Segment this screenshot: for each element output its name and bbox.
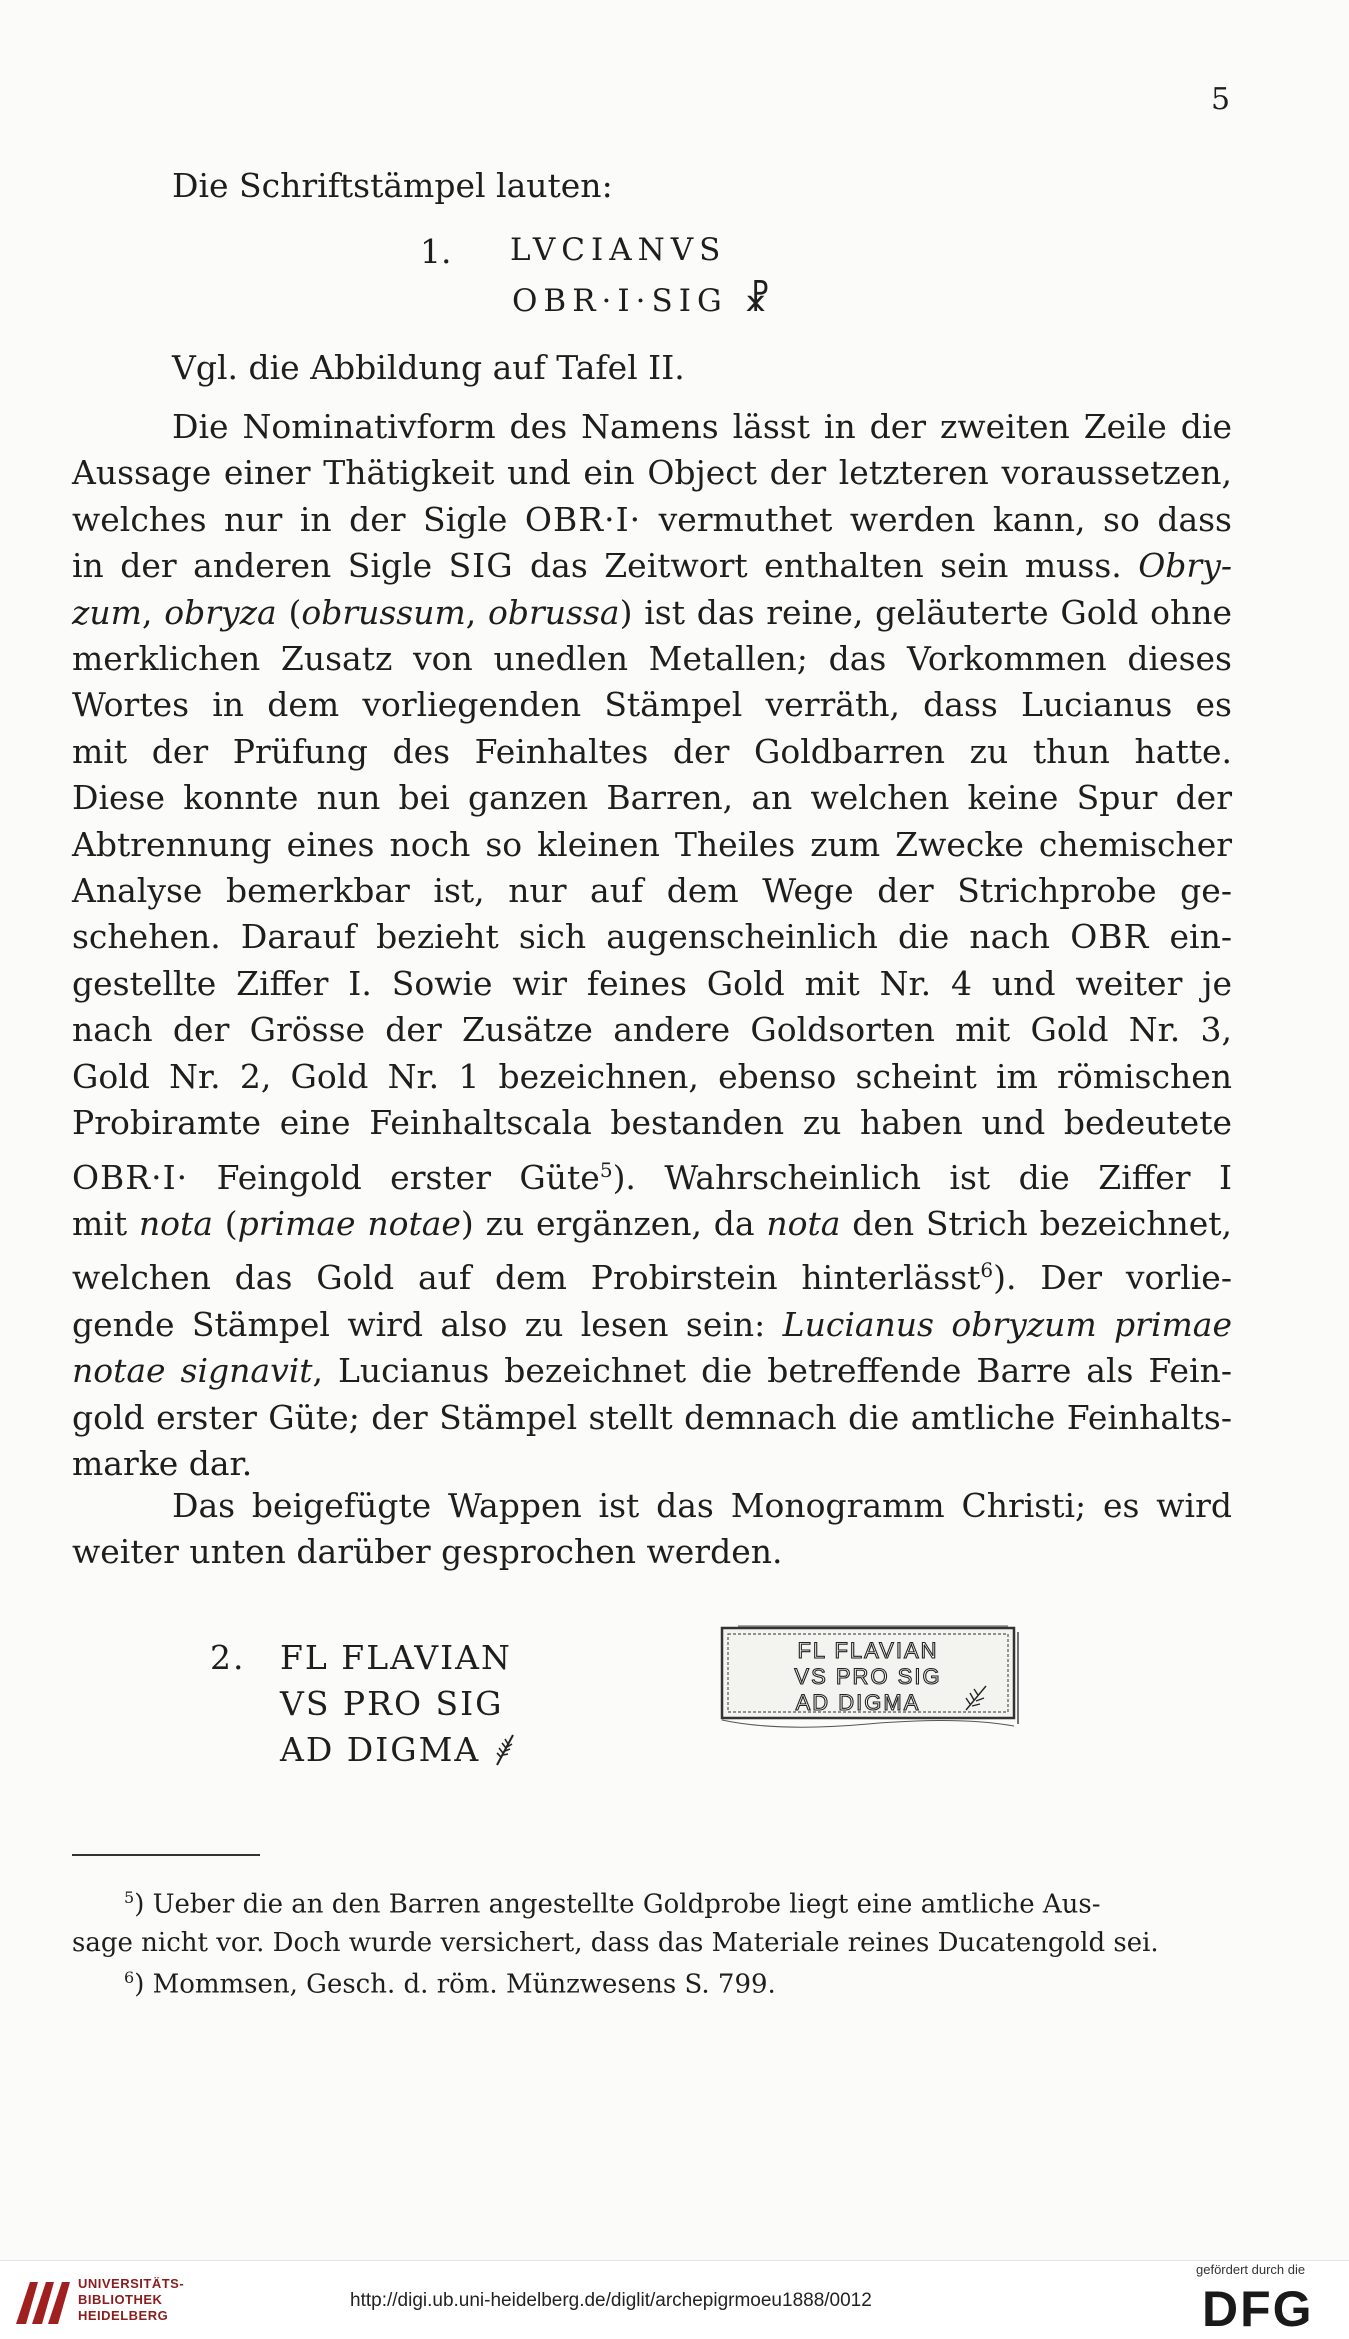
para1-line: mit nota (primae notae) zu ergänzen, da nota den Strich bezeichnet, (72, 1203, 1232, 1243)
para1-line: marke dar. (72, 1443, 253, 1483)
para1-line: nach der Grösse der Zusätze andere Goldsorten mit Gold Nr. 3, (72, 1010, 1232, 1050)
permalink-url[interactable]: http://digi.ub.uni-heidelberg.de/diglit/archepigrmoeu1888/0012 (350, 2290, 872, 2311)
para1-line: Analyse bemerkbar ist, nur auf dem Wege der Strichprobe ge- (72, 871, 1232, 911)
para2-line: Das beigefügte Wappen ist das Monogramm Christi; es wird (172, 1486, 1232, 1525)
footnote-6: $^6$) Mommsen, Gesch. d. röm. Münzwesens S. 799. (124, 1968, 776, 2000)
chrismon-icon: ☧ (743, 280, 771, 320)
para1-line: merklichen Zusatz von unedlen Metallen; das Vorkommen dieses (72, 639, 1232, 679)
para1-line: notae signavit, Lucianus bezeichnet die betreffende Barre als Fein- (72, 1351, 1232, 1391)
para1-line: Die Nominativform des Namens lässt in der zweiten Zeile die (172, 407, 1232, 446)
para1-line: Probiramte eine Feinhaltscala bestanden zu haben und bedeutete (72, 1103, 1232, 1143)
para1-line: gold erster Güte; der Stämpel stellt demnach die amtliche Feinhalts- (72, 1397, 1232, 1437)
para1-line: Wortes in dem vorliegenden Stämpel verräth, dass Lucianus es (72, 685, 1232, 725)
palm-branch-icon (493, 1733, 517, 1767)
stamp1-line1: LVCIANVS (510, 232, 727, 268)
stamp2-number: 2. (210, 1638, 246, 1677)
para1-line: gende Stämpel wird also zu lesen sein: Lucianus obryzum primae (72, 1304, 1232, 1344)
para1-line: OBR·I· Feingold erster Güte$^5$). Wahrscheinlich ist die Ziffer I (72, 1157, 1232, 1197)
dfg-logo-icon (1198, 2278, 1338, 2334)
footnote-separator (72, 1854, 260, 1856)
second-paragraph (72, 1483, 1232, 1576)
para1-line: Abtrennung eines noch so kleinen Theiles zum Zwecke chemischer (72, 824, 1232, 864)
para1-line: mit der Prüfung des Feinhaltes der Goldbarren zu thun hatte. (72, 731, 1232, 771)
stamp1-line2 (512, 280, 770, 320)
svg-text:DFG: DFG (1202, 2281, 1314, 2334)
funded-by-text: gefördert durch die (1196, 2262, 1306, 2277)
stamp-image-line3: AD DIGMA (795, 1690, 921, 1715)
para2-line: weiter unten darüber gesprochen werden. (72, 1532, 783, 1572)
para1-line: schehen. Darauf bezieht sich augenscheinlich die nach OBR ein- (72, 917, 1232, 957)
footnote-5-line1: $^5$) Ueber die an den Barren angestellte Goldprobe liegt eine amtliche Aus- (124, 1888, 1101, 1920)
stamp-image-line2: VS PRO SIG (794, 1664, 942, 1689)
para1-line: zum, obryza (obrussum, obrussa) ist das reine, geläuterte Gold ohne (72, 592, 1232, 632)
stamp2-line3 (280, 1730, 517, 1769)
stamp-image-line1: FL FLAVIAN (797, 1638, 939, 1663)
intro-line: Die Schriftstämpel lauten: (172, 166, 613, 205)
para1-line: welchen das Gold auf dem Probirstein hinterlässt$^6$). Der vorlie- (72, 1258, 1232, 1298)
university-library-logo-icon (12, 2276, 72, 2328)
stamp1-number: 1. (420, 232, 452, 271)
para1-line: gestellte Ziffer I. Sowie wir feines Gold mit Nr. 4 und weiter je (72, 963, 1232, 1003)
stamp2-line2: VS PRO SIG (280, 1684, 504, 1723)
main-paragraph (72, 404, 1232, 1487)
para1-line: Aussage einer Thätigkeit und ein Object der letzteren voraussetzen, (72, 453, 1232, 493)
stamp-facsimile-image (718, 1624, 1030, 1734)
footnote-5-line2: sage nicht vor. Doch wurde versichert, dass das Materiale reines Ducatengold sei. (72, 1928, 1159, 1958)
tafel-reference: Vgl. die Abbildung auf Tafel II. (172, 348, 685, 387)
stamp1-line2-text: OBR·I·SIG (512, 283, 728, 319)
para1-line: Diese konnte nun bei ganzen Barren, an welchen keine Spur der (72, 778, 1232, 818)
para1-line: in der anderen Sigle SIG das Zeitwort enthalten sein muss. Obry- (72, 546, 1232, 586)
stamp2-line1: FL FLAVIAN (280, 1638, 512, 1677)
para1-line: Gold Nr. 2, Gold Nr. 1 bezeichnen, ebenso scheint im römischen (72, 1056, 1232, 1096)
stamp2-line3-text: AD DIGMA (280, 1730, 481, 1769)
university-library-name: UNIVERSITÄTS- BIBLIOTHEK HEIDELBERG (78, 2276, 185, 2323)
para1-line: welches nur in der Sigle OBR·I· vermuthet werden kann, so dass (72, 499, 1232, 539)
page-number: 5 (1211, 82, 1231, 117)
